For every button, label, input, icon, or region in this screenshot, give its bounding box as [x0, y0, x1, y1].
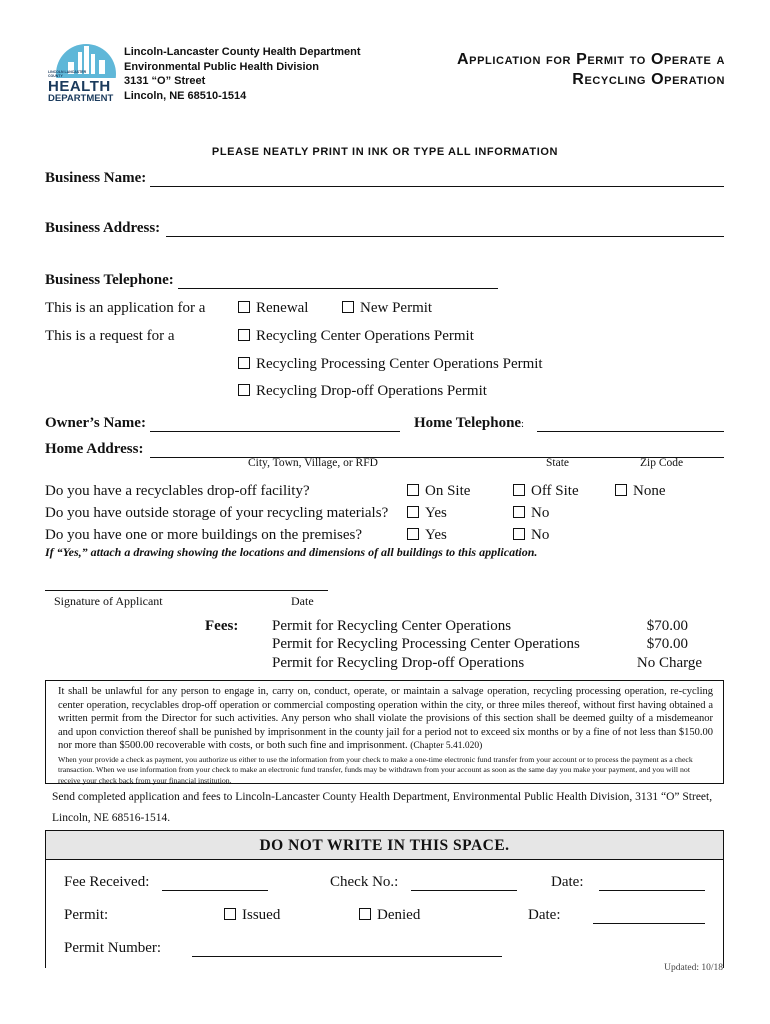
new-permit-option[interactable] [342, 300, 432, 317]
business-address-label: Business Address: [45, 220, 161, 236]
q2-yes-label: Yes [425, 505, 447, 521]
q2-no-checkbox[interactable] [513, 506, 525, 518]
signature-label: Signature of Applicant [54, 594, 163, 608]
form-title [457, 50, 725, 90]
send-line2: Lincoln, NE 68516-1514. [52, 812, 171, 824]
q1-offsite-checkbox[interactable] [513, 484, 525, 496]
fee-item: Permit for Recycling Processing Center Operations [272, 636, 580, 652]
home-telephone-text: Home Telephone [414, 415, 522, 431]
issued-option[interactable] [224, 907, 280, 924]
home-telephone-colon: : [521, 419, 524, 430]
check-payment-notice: When your provide a check as payment, you authorize us either to use the information from your check to make a one-time electronic fund transfer from your account or to process the payment as a check transaction. When we use information from your check to make an electronic fund transfer, funds may be withdrawn from your account as soon as the same day you make your payment, and you will not receive your check back from your financial institution. [58, 754, 693, 785]
outside-storage-question: Do you have outside storage of your recycling materials? [45, 505, 389, 521]
logo-health-text: HEALTH [48, 78, 111, 95]
permit-label: Permit: [64, 907, 109, 923]
send-instructions [52, 787, 712, 829]
home-address-label: Home Address: [45, 441, 144, 457]
legal-chapter-ref: (Chapter 5.41.020) [410, 741, 483, 751]
q2-no-label: No [531, 505, 550, 521]
business-telephone-field[interactable] [178, 288, 498, 289]
q1-none-label: None [633, 483, 666, 499]
business-telephone-label: Business Telephone: [45, 272, 174, 288]
fee-received-label: Fee Received: [64, 874, 150, 890]
office-date-label: Date: [551, 874, 584, 890]
legal-notice-box [45, 680, 724, 784]
owner-name-label: Owner’s Name: [45, 415, 146, 431]
department-logo [46, 44, 126, 108]
renewal-checkbox[interactable] [238, 301, 250, 313]
new-permit-label: New Permit [360, 300, 433, 316]
office-use-box [45, 830, 724, 860]
q2-yes-option[interactable] [407, 505, 447, 522]
denied-label: Denied [377, 907, 421, 923]
instruction-text: PLEASE NEATLY PRINT IN INK OR TYPE ALL INFORMATION [211, 146, 559, 158]
business-address-field[interactable] [166, 236, 724, 237]
issued-checkbox[interactable] [224, 908, 236, 920]
dropoff-permit-label: Recycling Drop-off Operations Permit [256, 383, 487, 399]
business-name-label: Business Name: [45, 170, 147, 186]
fee-amount: $70.00 [646, 618, 688, 634]
dropoff-facility-question: Do you have a recyclables drop-off facility? [45, 483, 310, 499]
logo-top-text: LINCOLN LANCASTER COUNTY [48, 70, 87, 78]
q1-none-option[interactable] [615, 483, 666, 500]
form-title-line1: Application for Permit to Operate a [457, 51, 725, 68]
fee-amount: No Charge [636, 655, 702, 671]
check-no-label: Check No.: [330, 874, 399, 890]
home-telephone-field[interactable] [537, 431, 724, 432]
center-permit-label: Recycling Center Operations Permit [256, 328, 474, 344]
center-permit-option[interactable] [238, 328, 474, 345]
renewal-label: Renewal [256, 300, 309, 316]
legal-notice-text [58, 685, 713, 754]
dropoff-permit-option[interactable] [238, 383, 487, 400]
fee-received-field[interactable] [162, 890, 268, 891]
permit-number-field[interactable] [192, 956, 502, 957]
home-telephone-label [414, 415, 524, 432]
q1-offsite-label: Off Site [531, 483, 579, 499]
denied-option[interactable] [359, 907, 420, 924]
q3-yes-checkbox[interactable] [407, 528, 419, 540]
q3-no-option[interactable] [513, 527, 549, 544]
home-address-field[interactable] [150, 457, 724, 458]
permit-number-label: Permit Number: [64, 940, 162, 956]
updated-date: Updated: 10/18 [664, 963, 723, 973]
q3-no-label: No [531, 527, 550, 543]
signature-field[interactable] [45, 590, 328, 591]
business-name-field[interactable] [150, 186, 724, 187]
agency-division: Environmental Public Health Division [124, 60, 319, 73]
owner-name-field[interactable] [150, 431, 400, 432]
legal-main-text: It shall be unlawful for any person to engage in, carry on, conduct, operate, or maintain a salvage operation, recycling processing operation, re-cycling center operation, recyclables drop-off operation or commercial composting operation within the city, or three miles thereof, without first having obtained a written permit from the Director for such activities. Any person who shall violate the provisions of this section shall be deemed guilty of a misdemeanor and upon conviction thereof shall be punished by imprisonment in the county jail for a period not to exceed six months or by a fine of not less than $150.00 nor more than $500.00 recoverable with costs, or both such fine and imprisonment. [58, 686, 713, 751]
city-sublabel: City, Town, Village, or RFD [248, 457, 378, 469]
permit-date-field[interactable] [593, 923, 705, 924]
processing-permit-option[interactable] [238, 356, 543, 373]
fees-label: Fees: [205, 618, 239, 634]
processing-permit-checkbox[interactable] [238, 357, 250, 369]
fee-item: Permit for Recycling Center Operations [272, 618, 512, 634]
fee-item: Permit for Recycling Drop-off Operations [272, 655, 525, 671]
buildings-note: If “Yes,” attach a drawing showing the locations and dimensions of all buildings to this application. [45, 545, 538, 559]
q3-no-checkbox[interactable] [513, 528, 525, 540]
office-use-heading: DO NOT WRITE IN THIS SPACE. [259, 837, 510, 854]
signature-date-label: Date [291, 594, 314, 608]
dropoff-permit-checkbox[interactable] [238, 384, 250, 396]
q2-yes-checkbox[interactable] [407, 506, 419, 518]
office-date-field[interactable] [599, 890, 705, 891]
request-for-label: This is a request for a [45, 328, 175, 344]
agency-city: Lincoln, NE 68510-1514 [124, 89, 247, 102]
q1-none-checkbox[interactable] [615, 484, 627, 496]
q1-onsite-option[interactable] [407, 483, 470, 500]
application-for-label: This is an application for a [45, 300, 206, 316]
q3-yes-label: Yes [425, 527, 447, 543]
send-line1: Send completed application and fees to Lincoln-Lancaster County Health Department, Environmental Public Health Division, 3131 “O” Street, [52, 791, 713, 803]
check-no-field[interactable] [411, 890, 517, 891]
q2-no-option[interactable] [513, 505, 549, 522]
denied-checkbox[interactable] [359, 908, 371, 920]
q1-offsite-option[interactable] [513, 483, 579, 500]
q3-yes-option[interactable] [407, 527, 447, 544]
state-sublabel: State [546, 457, 569, 469]
form-title-line2: Recycling Operation [572, 71, 725, 88]
fee-amount: $70.00 [646, 636, 688, 652]
q1-onsite-label: On Site [425, 483, 471, 499]
center-permit-checkbox[interactable] [238, 329, 250, 341]
agency-street: 3131 “O” Street [124, 75, 206, 87]
agency-address [124, 45, 361, 103]
issued-label: Issued [242, 907, 281, 923]
zip-sublabel: Zip Code [640, 457, 684, 469]
agency-name: Lincoln-Lancaster County Health Department [124, 46, 361, 58]
buildings-question: Do you have one or more buildings on the premises? [45, 527, 363, 543]
renewal-option[interactable] [238, 300, 308, 317]
new-permit-checkbox[interactable] [342, 301, 354, 313]
permit-date-label: Date: [528, 907, 561, 923]
processing-permit-label: Recycling Processing Center Operations Permit [256, 356, 543, 372]
logo-department-text: DEPARTMENT [48, 93, 114, 104]
q1-onsite-checkbox[interactable] [407, 484, 419, 496]
